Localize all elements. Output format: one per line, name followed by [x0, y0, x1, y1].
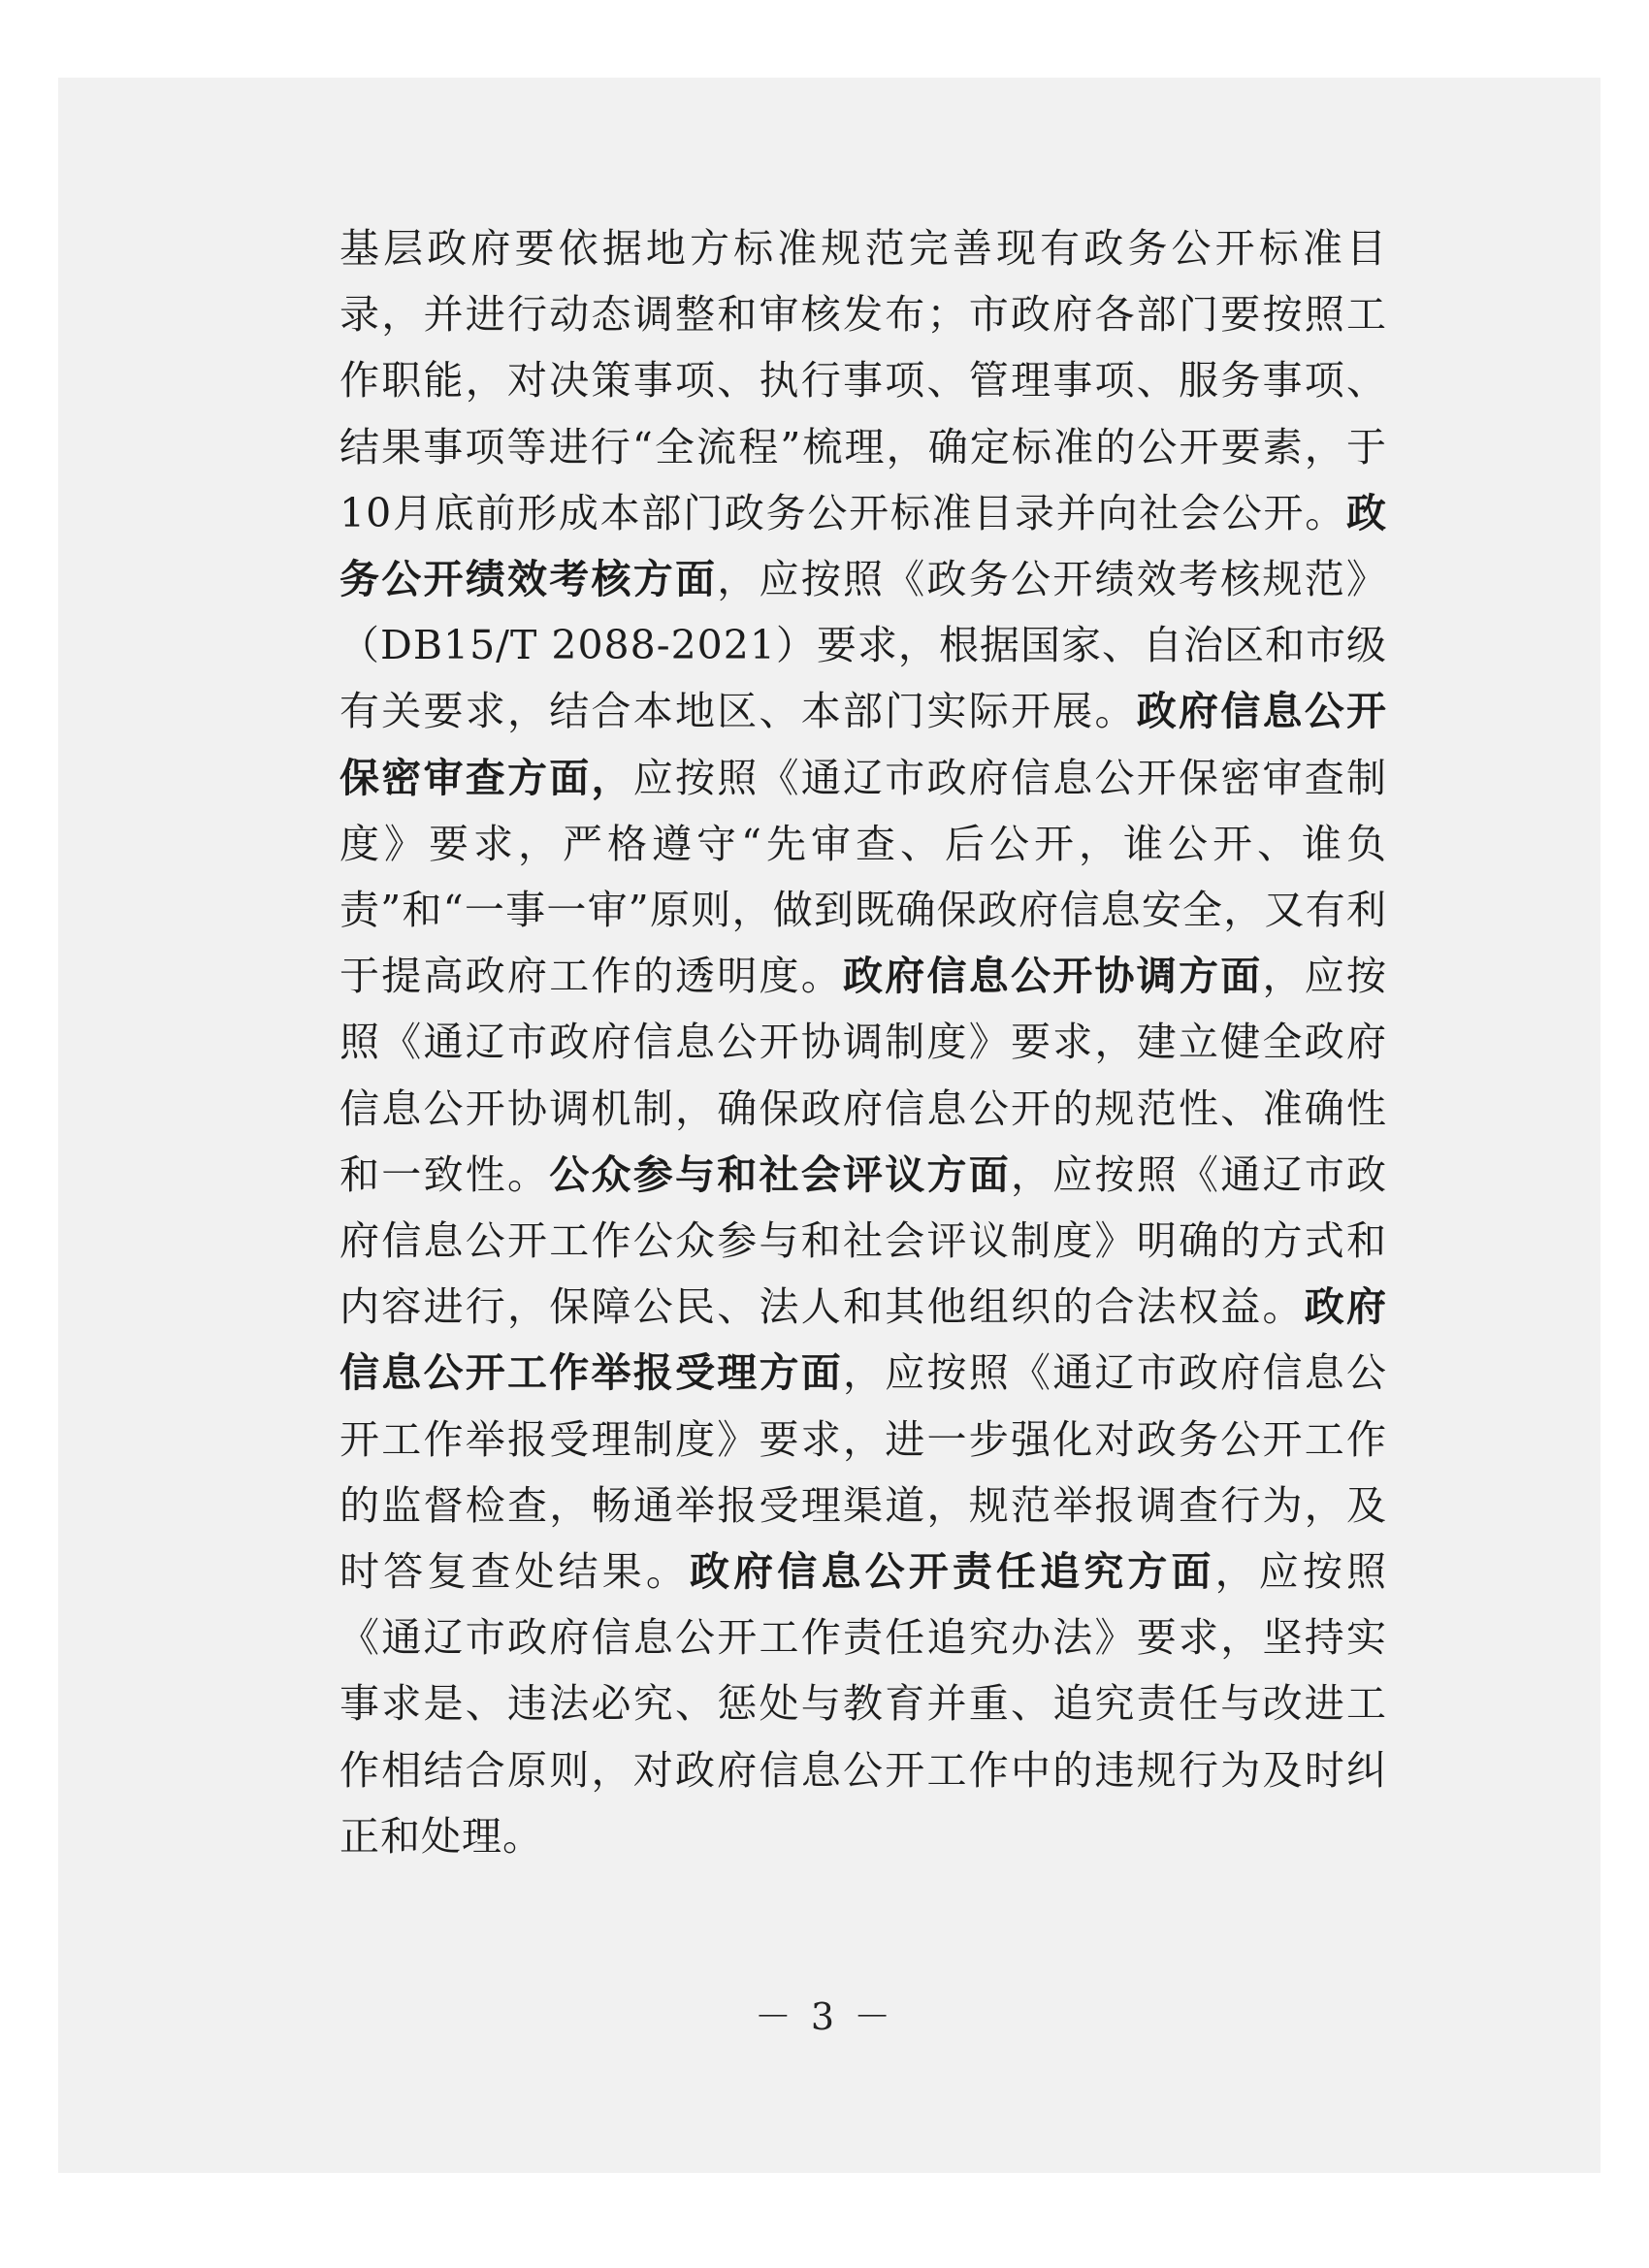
body-text-segment: ，应按照《通辽市政府信息公开工作举报受理制度》要求，进一步强化对政务公开工作的监督检查，畅通举报受理渠道，规范举报调查行为，及时答复查处结果。 [340, 1349, 1387, 1596]
body-text-segment: 基层政府要依据地方标准规范完善现有政务公开标准目录，并进行动态调整和审核发布；市政府各部门要按照工作职能，对决策事项、执行事项、管理事项、服务事项、结果事项等进行“全流程”梳理，确定标准的公开要素，于10月底前形成本部门政务公开标准目录并向社会公开。 [340, 225, 1387, 536]
body-text-segment: ，应按照《通辽市政府信息公开工作公众参与和社会评议制度》明确的方式和内容进行，保障公民、法人和其他组织的合法权益。 [340, 1150, 1387, 1331]
document-body [340, 215, 1387, 1869]
section-heading-public-participation: 公众参与和社会评议方面 [549, 1150, 1011, 1198]
section-heading-coordination: 政府信息公开协调方面 [843, 953, 1263, 1000]
section-heading-performance-assessment: 政务公开绩效考核方面 [340, 489, 1387, 603]
body-text-segment: ，应按照《政务公开绩效考核规范》（DB15/T 2088-2021）要求，根据国家、自治区和市级有关要求，结合本地区、本部门实际开展。 [340, 556, 1387, 735]
body-text-segment: 应按照《通辽市政府信息公开保密审查制度》要求，严格遵守“先审查、后公开，谁公开、谁负责”和“一事一审”原则，做到既确保政府信息安全，又有利于提高政府工作的透明度。 [340, 754, 1387, 1000]
body-paragraph [340, 215, 1387, 1869]
section-heading-accountability: 政府信息公开责任追究方面 [690, 1548, 1215, 1596]
section-heading-confidentiality-review: 政府信息公开保密审查方面， [340, 688, 1387, 801]
section-heading-report-acceptance: 政府信息公开工作举报受理方面 [340, 1283, 1387, 1397]
body-text-segment: ，应按照《通辽市政府信息公开工作责任追究办法》要求，坚持实事求是、违法必究、惩处与教育并重、追究责任与改进工作相结合原则，对政府信息公开工作中的违规行为及时纠正和处理。 [340, 1548, 1388, 1860]
body-text-segment: ，应按照《通辽市政府信息公开协调制度》要求，建立健全政府信息公开协调机制，确保政府信息公开的规范性、准确性和一致性。 [340, 953, 1387, 1198]
page-number: － 3 － [754, 1995, 895, 2038]
